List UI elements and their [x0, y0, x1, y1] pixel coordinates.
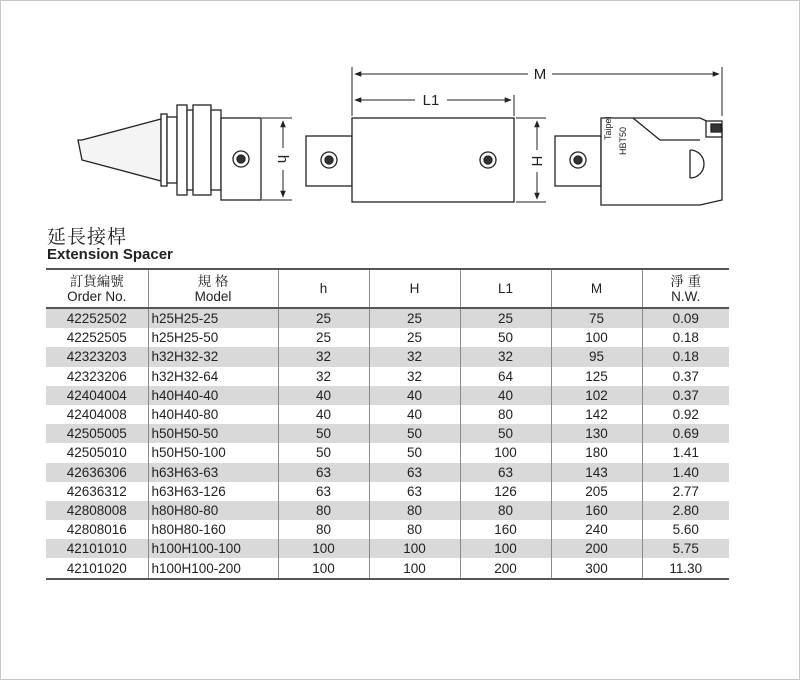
cell-m: 300 [551, 558, 642, 578]
cell-model: h50H50-100 [148, 443, 278, 462]
cell-net-weight: 1.40 [642, 463, 729, 482]
cell-m: 180 [551, 443, 642, 462]
cell-order-no: 42636306 [46, 463, 148, 482]
cell-l1: 160 [460, 520, 551, 539]
cell-l1: 126 [460, 482, 551, 501]
cell-big-h: 100 [369, 539, 460, 558]
cell-net-weight: 0.18 [642, 347, 729, 366]
cell-net-weight: 5.60 [642, 520, 729, 539]
column-header-m: M [551, 269, 642, 308]
cell-l1: 80 [460, 405, 551, 424]
cell-model: h25H25-25 [148, 308, 278, 328]
table-row [46, 386, 729, 405]
tool-marking-text: HBT50 [618, 126, 628, 155]
table-row [46, 367, 729, 386]
cell-order-no: 42505005 [46, 424, 148, 443]
cell-h: 25 [278, 308, 369, 328]
cell-l1: 25 [460, 308, 551, 328]
extension-spacer-diagram [0, 0, 800, 222]
cell-net-weight: 0.37 [642, 386, 729, 405]
cell-net-weight: 2.77 [642, 482, 729, 501]
cell-net-weight: 1.41 [642, 443, 729, 462]
cell-h: 25 [278, 328, 369, 347]
cell-model: h32H32-32 [148, 347, 278, 366]
spacer-shape [306, 118, 514, 202]
column-header-l1: L1 [460, 269, 551, 308]
cell-big-h: 40 [369, 405, 460, 424]
cell-big-h: 80 [369, 520, 460, 539]
cell-big-h: 50 [369, 443, 460, 462]
cell-model: h32H32-64 [148, 367, 278, 386]
table-row [46, 328, 729, 347]
cell-model: h40H40-80 [148, 405, 278, 424]
cell-m: 130 [551, 424, 642, 443]
cell-h: 80 [278, 501, 369, 520]
cell-model: h100H100-200 [148, 558, 278, 578]
cell-l1: 63 [460, 463, 551, 482]
cell-net-weight: 0.92 [642, 405, 729, 424]
table-row [46, 308, 729, 328]
brand-logo-text: Taipei [603, 116, 613, 140]
cell-model: h25H25-50 [148, 328, 278, 347]
cell-model: h80H80-80 [148, 501, 278, 520]
cell-order-no: 42808008 [46, 501, 148, 520]
column-header-model: 規 格 Model [148, 269, 278, 308]
cell-order-no: 42636312 [46, 482, 148, 501]
cell-h: 63 [278, 463, 369, 482]
cell-order-no: 42101020 [46, 558, 148, 578]
cell-model: h40H40-40 [148, 386, 278, 405]
table-row [46, 520, 729, 539]
cell-model: h63H63-63 [148, 463, 278, 482]
dimension-label-h-small: h [274, 154, 291, 164]
cell-l1: 32 [460, 347, 551, 366]
cell-order-no: 42505010 [46, 443, 148, 462]
table-row [46, 463, 729, 482]
cell-h: 50 [278, 424, 369, 443]
cell-big-h: 63 [369, 463, 460, 482]
cell-h: 100 [278, 558, 369, 578]
dimension-label-l1: L1 [422, 92, 440, 109]
cell-h: 32 [278, 347, 369, 366]
cell-m: 160 [551, 501, 642, 520]
table-row [46, 558, 729, 578]
table-row [46, 539, 729, 558]
table-row [46, 482, 729, 501]
cell-l1: 50 [460, 424, 551, 443]
cell-big-h: 32 [369, 347, 460, 366]
cell-order-no: 42808016 [46, 520, 148, 539]
table-row [46, 405, 729, 424]
cell-big-h: 63 [369, 482, 460, 501]
cell-net-weight: 0.69 [642, 424, 729, 443]
cell-l1: 64 [460, 367, 551, 386]
table-header-row [46, 269, 729, 308]
cell-net-weight: 5.75 [642, 539, 729, 558]
cell-m: 143 [551, 463, 642, 482]
column-header-net-weight: 淨 重 N.W. [642, 269, 729, 308]
dimension-label-h-large: H [528, 155, 545, 167]
cell-m: 100 [551, 328, 642, 347]
cell-order-no: 42252505 [46, 328, 148, 347]
column-header-h: h [278, 269, 369, 308]
cell-order-no: 42404008 [46, 405, 148, 424]
cell-l1: 100 [460, 443, 551, 462]
cell-big-h: 25 [369, 328, 460, 347]
table-row [46, 501, 729, 520]
cell-order-no: 42252502 [46, 308, 148, 328]
cell-l1: 200 [460, 558, 551, 578]
cell-order-no: 42101010 [46, 539, 148, 558]
cell-order-no: 42404004 [46, 386, 148, 405]
cell-m: 75 [551, 308, 642, 328]
cell-model: h50H50-50 [148, 424, 278, 443]
cell-h: 100 [278, 539, 369, 558]
boring-head-shape [555, 118, 722, 205]
cell-order-no: 42323203 [46, 347, 148, 366]
tool-holder-shape [78, 105, 261, 200]
cell-big-h: 80 [369, 501, 460, 520]
cell-big-h: 25 [369, 308, 460, 328]
cell-order-no: 42323206 [46, 367, 148, 386]
cell-model: h80H80-160 [148, 520, 278, 539]
cell-big-h: 32 [369, 367, 460, 386]
cell-m: 205 [551, 482, 642, 501]
cell-l1: 50 [460, 328, 551, 347]
cell-net-weight: 0.37 [642, 367, 729, 386]
table-row [46, 347, 729, 366]
cell-m: 142 [551, 405, 642, 424]
cell-l1: 80 [460, 501, 551, 520]
table-row [46, 424, 729, 443]
cell-m: 95 [551, 347, 642, 366]
table-row [46, 443, 729, 462]
section-title-chinese: 延長接桿 [47, 226, 128, 248]
column-header-big-h: H [369, 269, 460, 308]
cell-m: 125 [551, 367, 642, 386]
cell-h: 50 [278, 443, 369, 462]
cell-m: 200 [551, 539, 642, 558]
spec-table [46, 268, 729, 580]
dimension-label-m: M [533, 66, 547, 83]
cell-net-weight: 0.18 [642, 328, 729, 347]
cell-h: 32 [278, 367, 369, 386]
cell-h: 63 [278, 482, 369, 501]
cell-model: h63H63-126 [148, 482, 278, 501]
cell-h: 40 [278, 386, 369, 405]
column-header-order-no: 訂貨編號 Order No. [46, 269, 148, 308]
cell-h: 80 [278, 520, 369, 539]
cell-big-h: 100 [369, 558, 460, 578]
cell-big-h: 50 [369, 424, 460, 443]
cell-l1: 40 [460, 386, 551, 405]
section-title-english: Extension Spacer [47, 246, 173, 263]
cell-l1: 100 [460, 539, 551, 558]
cell-net-weight: 2.80 [642, 501, 729, 520]
cell-big-h: 40 [369, 386, 460, 405]
cell-model: h100H100-100 [148, 539, 278, 558]
cell-m: 102 [551, 386, 642, 405]
cell-h: 40 [278, 405, 369, 424]
cell-net-weight: 0.09 [642, 308, 729, 328]
cell-net-weight: 11.30 [642, 558, 729, 578]
cell-m: 240 [551, 520, 642, 539]
